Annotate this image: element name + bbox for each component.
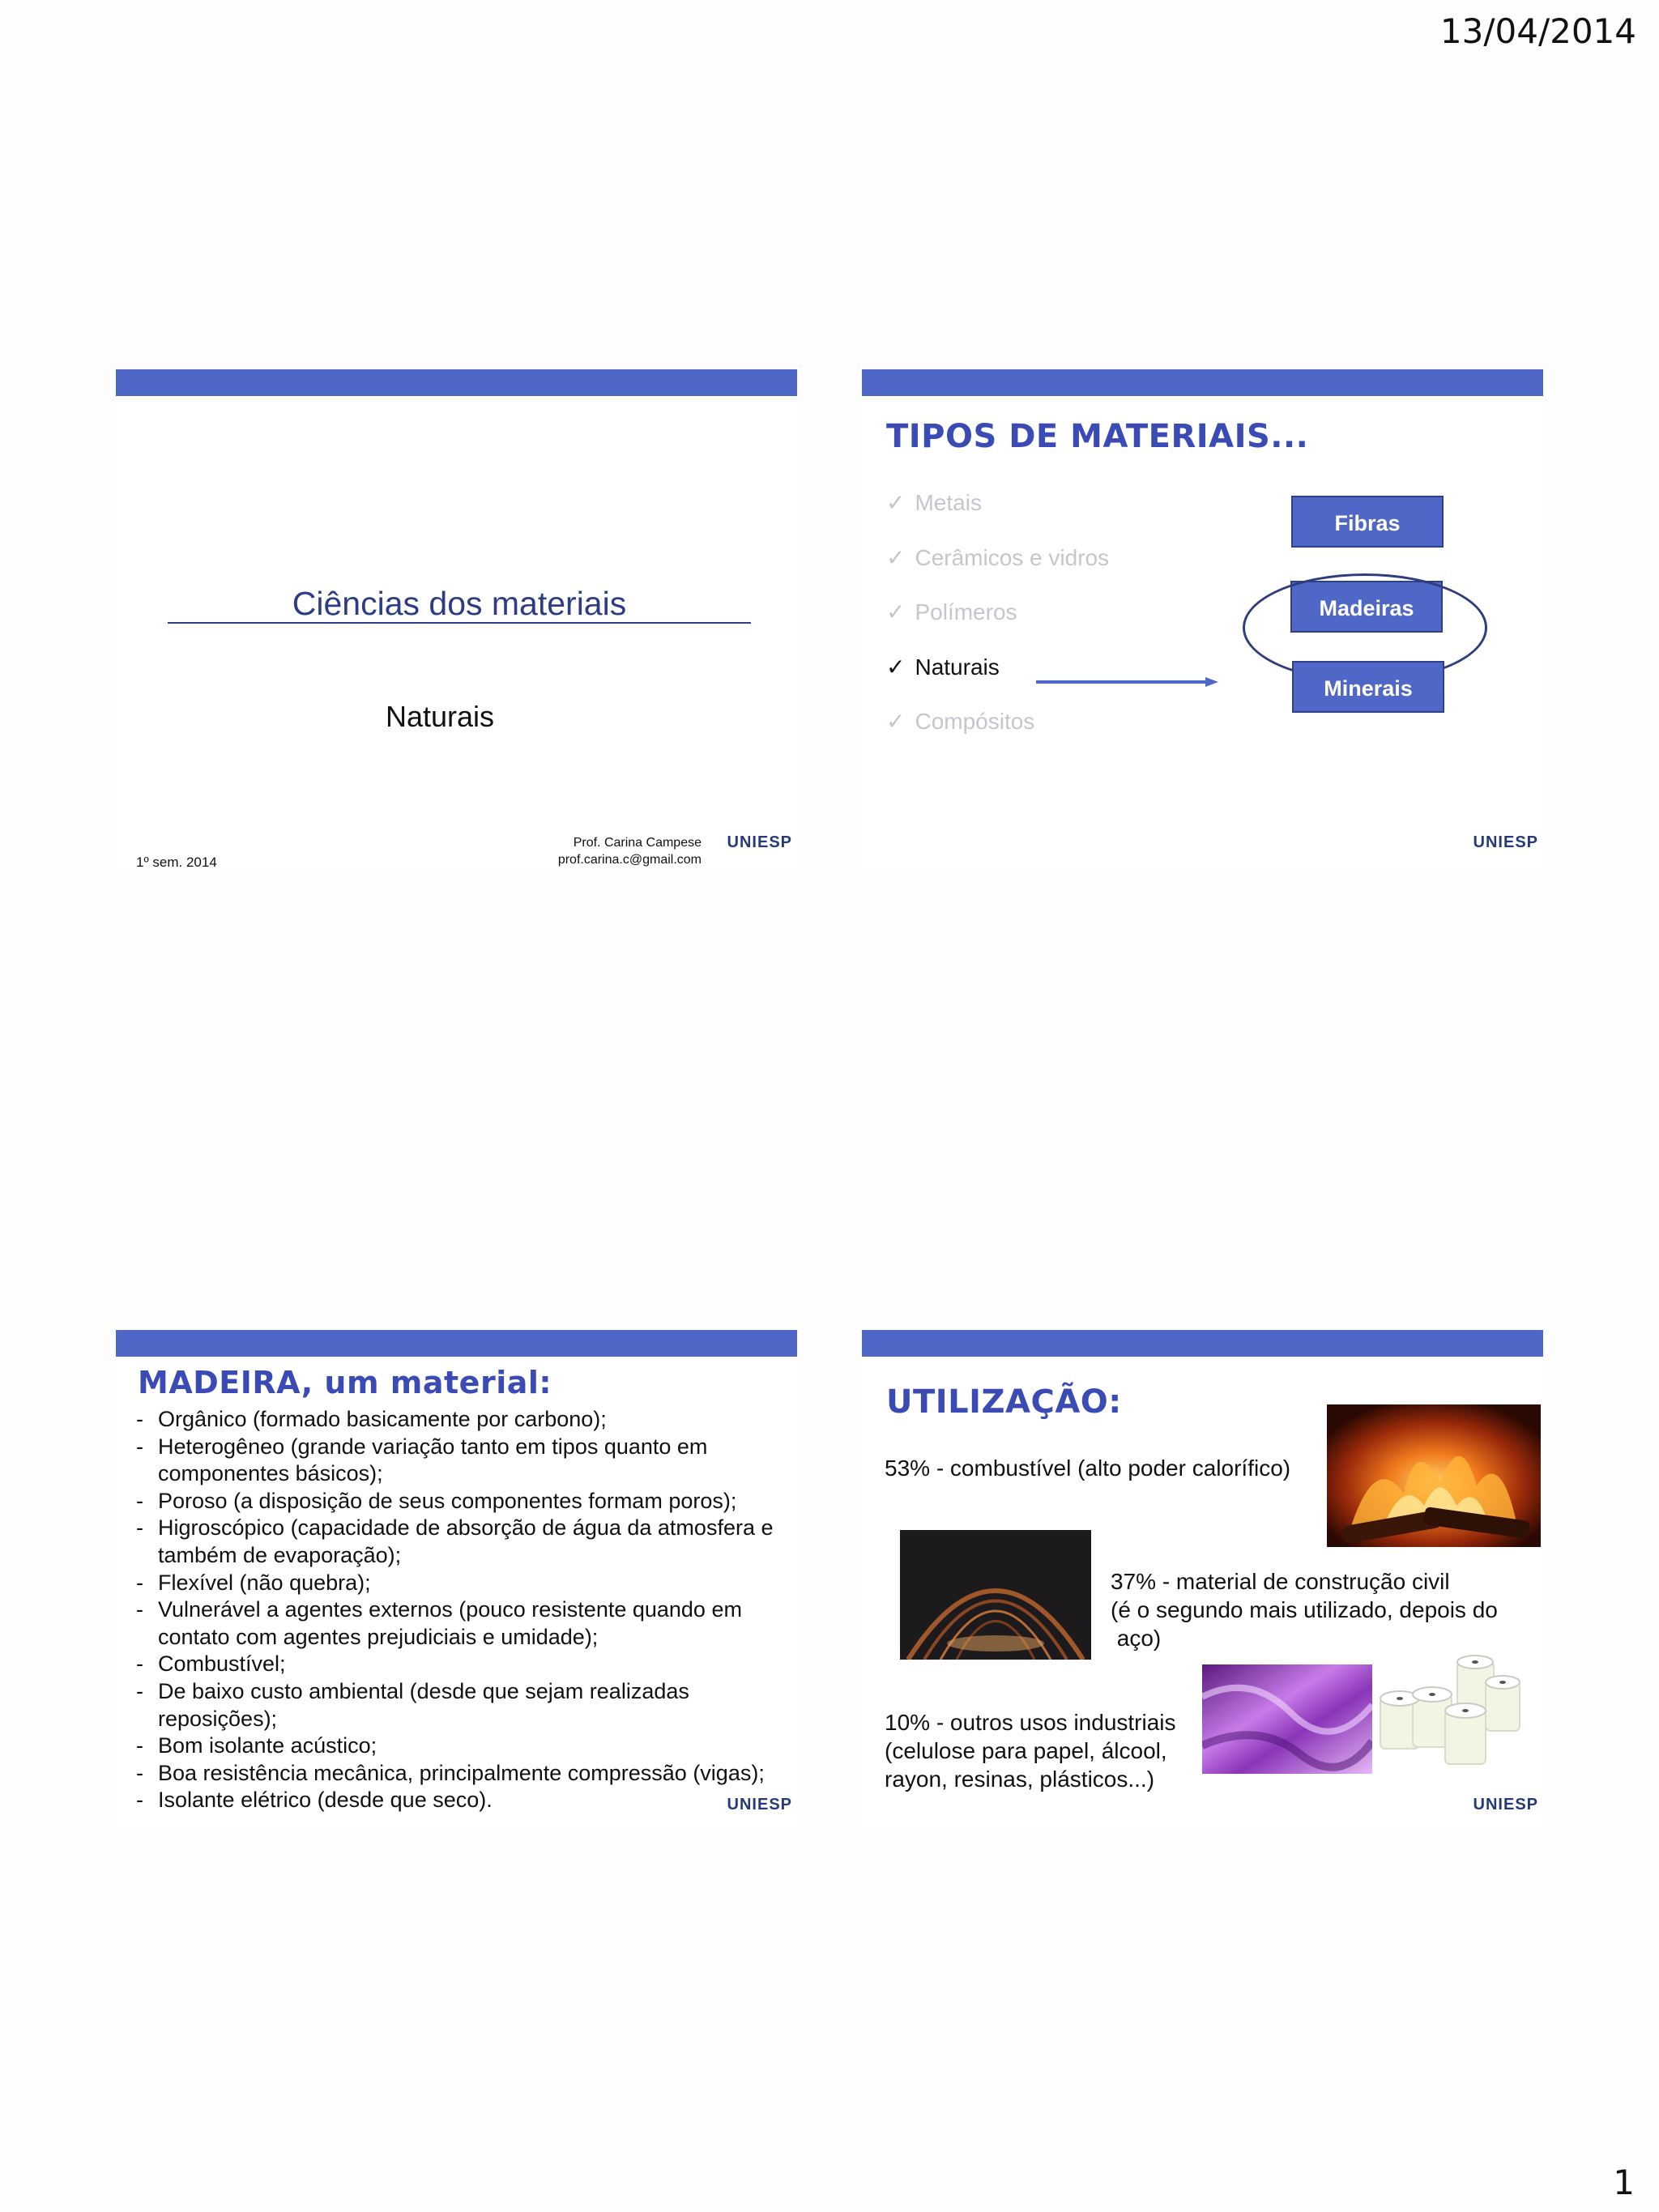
- material-item: [886, 599, 1109, 654]
- material-list: [886, 489, 1109, 763]
- uniesp-logo: UNIESP: [1473, 833, 1538, 851]
- check-icon: ✓: [886, 599, 906, 624]
- semester-label: 1º sem. 2014: [136, 855, 217, 870]
- property-text: Boa resistência mecânica, principalmente compressão (vigas);: [158, 1760, 765, 1785]
- property-text: Flexível (não quebra);: [158, 1570, 371, 1595]
- bullet-dash: -: [136, 1597, 143, 1622]
- check-icon: ✓: [886, 709, 906, 734]
- check-icon: ✓: [886, 654, 906, 680]
- use-construction-line2: (é o segundo mais utilizado, depois do: [1111, 1597, 1498, 1622]
- material-label: Naturais: [915, 654, 1000, 680]
- property-item: [136, 1406, 792, 1434]
- wooden-structure-photo: [900, 1530, 1091, 1660]
- property-text: Poroso (a disposição de seus componentes formam poros);: [158, 1488, 737, 1513]
- bullet-dash: -: [136, 1488, 143, 1513]
- slide-wood-properties: [116, 1330, 797, 1832]
- professor-info: [558, 834, 702, 868]
- property-text: Heterogêneo (grande variação tanto em tipos quanto em componentes básicos);: [158, 1434, 708, 1486]
- property-text: Higroscópico (capacidade de absorção de água da atmosfera e também de evaporação);: [158, 1515, 774, 1567]
- material-label: Cerâmicos e vidros: [915, 544, 1110, 570]
- property-item: [136, 1488, 792, 1515]
- bullet-dash: -: [136, 1760, 143, 1785]
- check-icon: ✓: [886, 544, 906, 570]
- slide-header-bar: [116, 369, 797, 396]
- professor-email: prof.carina.c@gmail.com: [557, 853, 702, 867]
- property-text: De baixo custo ambiental (desde que sejam realizadas reposições);: [158, 1678, 689, 1731]
- paper-rolls-image: [1376, 1650, 1522, 1775]
- property-list: [136, 1406, 792, 1814]
- subtype-box-madeiras: Madeiras: [1290, 581, 1443, 633]
- property-item: [136, 1733, 792, 1760]
- property-text: Bom isolante acústico;: [158, 1733, 377, 1758]
- wooden-structure-image: [900, 1530, 1091, 1660]
- use-industrial-line1: 10% - outros usos industriais: [885, 1710, 1176, 1735]
- bullet-dash: -: [136, 1434, 143, 1459]
- use-industrial-text: [885, 1708, 1176, 1793]
- slide-title-page: [116, 369, 797, 872]
- property-item: [136, 1651, 792, 1678]
- property-item: [136, 1596, 792, 1651]
- use-fuel-text: 53% - combustível (alto poder calorífico): [885, 1455, 1291, 1481]
- slide-header-bar: [116, 1330, 797, 1357]
- fire-photo: [1327, 1404, 1541, 1547]
- bullet-dash: -: [136, 1570, 143, 1595]
- page-date: 13/04/2014: [1439, 11, 1636, 51]
- slide-header-bar: [862, 1330, 1543, 1357]
- subtype-box-minerais: Minerais: [1292, 661, 1444, 713]
- property-text: Isolante elétrico (desde que seco).: [158, 1788, 493, 1813]
- fire-image: [1327, 1404, 1541, 1547]
- bullet-dash: -: [136, 1733, 143, 1758]
- uniesp-logo: UNIESP: [727, 1796, 792, 1813]
- professor-name: Prof. Carina Campese: [573, 836, 702, 850]
- uniesp-logo: UNIESP: [727, 833, 792, 851]
- use-industrial-line3: rayon, resinas, plásticos...): [885, 1767, 1155, 1792]
- slide-header-bar: [862, 369, 1543, 396]
- page-number: 1: [1613, 2163, 1635, 2202]
- presentation-subtitle: Naturais: [385, 700, 495, 733]
- property-text: Orgânico (formado basicamente por carbono);: [158, 1407, 607, 1431]
- purple-fabric-image: [1202, 1664, 1372, 1774]
- bullet-dash: -: [136, 1407, 143, 1431]
- slide-material-types: [862, 369, 1543, 872]
- material-item: [886, 708, 1109, 763]
- slide-title: UTILIZAÇÃO:: [886, 1383, 1122, 1421]
- bullet-dash: -: [136, 1788, 143, 1813]
- use-industrial-line2: (celulose para papel, álcool,: [885, 1738, 1167, 1763]
- material-label: Metais: [915, 490, 982, 515]
- slide-wood-uses: [862, 1330, 1543, 1832]
- property-item: [136, 1787, 792, 1814]
- bullet-dash: -: [136, 1678, 143, 1703]
- uniesp-logo: UNIESP: [1473, 1796, 1538, 1813]
- use-construction-text: [1111, 1567, 1498, 1652]
- property-text: Vulnerável a agentes externos (pouco resistente quando em contato com agentes prejudiciais e umidade);: [158, 1597, 742, 1649]
- property-item: [136, 1515, 792, 1569]
- slide-title: MADEIRA, um material:: [138, 1365, 552, 1400]
- bullet-dash: -: [136, 1652, 143, 1677]
- paper-rolls-photo: [1376, 1650, 1522, 1775]
- slide-title: TIPOS DE MATERIAIS...: [886, 418, 1309, 455]
- use-construction-line3: aço): [1111, 1626, 1162, 1651]
- purple-fabric-photo: [1202, 1664, 1372, 1774]
- material-item: [886, 489, 1109, 544]
- material-item: [886, 544, 1109, 599]
- property-item: [136, 1570, 792, 1597]
- subtype-box-fibras: Fibras: [1291, 496, 1444, 548]
- property-text: Combustível;: [158, 1652, 286, 1677]
- bullet-dash: -: [136, 1515, 143, 1541]
- presentation-title: Ciências dos materiais: [168, 585, 751, 624]
- property-item: [136, 1434, 792, 1488]
- check-icon: ✓: [886, 490, 906, 515]
- arrow-right-icon: [1036, 674, 1218, 690]
- use-construction-line1: 37% - material de construção civil: [1111, 1569, 1450, 1594]
- material-label: Compósitos: [915, 709, 1035, 734]
- property-item: [136, 1678, 792, 1733]
- material-label: Polímeros: [915, 599, 1017, 624]
- property-item: [136, 1760, 792, 1788]
